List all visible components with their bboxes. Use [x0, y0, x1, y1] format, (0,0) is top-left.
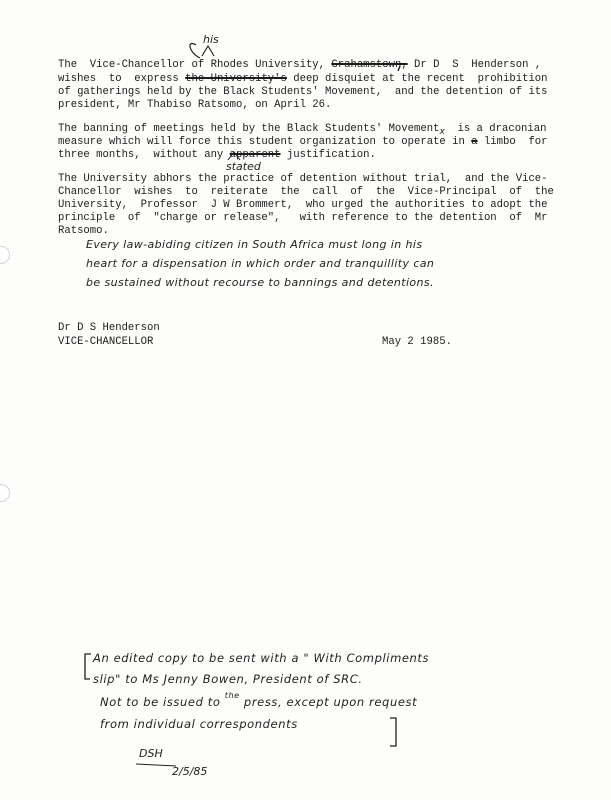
insertion-loop-his — [190, 44, 200, 58]
para3-line3: University, Professor J W Brommert, who urged the authorities to adopt the — [58, 199, 548, 211]
note-date: 2/5/85 — [172, 765, 208, 778]
left-bracket — [85, 654, 91, 679]
para1-line2: wishes to express the University's deep disquiet at the recent prohibition — [58, 73, 548, 85]
inserted-stated: stated — [226, 160, 261, 173]
para3-line5: Ratsomo. — [58, 225, 109, 237]
signatory-name: Dr D S Henderson — [58, 322, 160, 334]
handwritten-addition-line2: heart for a dispensation in which order and tranquillity can — [86, 257, 435, 270]
punch-hole-top — [0, 246, 10, 264]
mark-x: x — [439, 127, 445, 137]
para3-line4: principle of "charge or release", with reference to the detention of Mr — [58, 212, 548, 224]
inserted-his: his — [203, 33, 219, 46]
note-inserted-the: the — [224, 691, 240, 700]
note-line1: An edited copy to be sent with a " With Compliments — [93, 651, 430, 665]
para2-line3: three months, without any apparent justification. — [58, 149, 376, 161]
initials-underline — [136, 764, 176, 766]
handwritten-addition-line3: be sustained without recourse to bannings and detentions. — [86, 276, 434, 289]
handwritten-addition-line1: Every law-abiding citizen in South Africa must long in his — [86, 238, 423, 251]
struck-a: a — [471, 136, 478, 148]
inserted-of: of — [191, 59, 205, 71]
para2-line1: The banning of meetings held by the Black Students' Movement$_x$ is a draconian — [58, 123, 547, 137]
struck-apparent: apparent — [229, 149, 281, 161]
statement-date: May 2 1985. — [382, 336, 452, 348]
para2-line2: measure which will force this student organization to operate in a limbo for — [58, 136, 548, 148]
punch-hole-bottom — [0, 484, 10, 502]
para3-line2: Chancellor wishes to reiterate the call of the Vice-Principal of the — [58, 186, 554, 198]
struck-grahamstown: Grahamstown, — [331, 59, 408, 71]
para1-line1: The Vice-Chancellor of Rhodes University, Grahamstown, Dr D S Henderson , — [58, 59, 542, 71]
para1-line3: of gatherings held by the Black Students' Movement, and the detention of its — [58, 86, 548, 98]
note-line3: Not to be issued to $^{the}$ press, except upon request — [100, 691, 418, 709]
para1-line4: president, Mr Thabiso Ratsomo, on April 26. — [58, 99, 332, 111]
note-initials: DSH — [139, 747, 163, 760]
note-line2: slip" to Ms Jenny Bowen, President of SRC. — [93, 672, 363, 686]
struck-the-universitys: the University's — [185, 73, 287, 85]
note-line4: from individual correspondents — [100, 717, 298, 731]
right-bracket — [390, 718, 396, 746]
insertion-caret-his — [202, 46, 214, 56]
signatory-title: VICE-CHANCELLOR — [58, 336, 154, 348]
para3-line1: The University abhors the practice of detention without trial, and the Vice- — [58, 173, 548, 185]
